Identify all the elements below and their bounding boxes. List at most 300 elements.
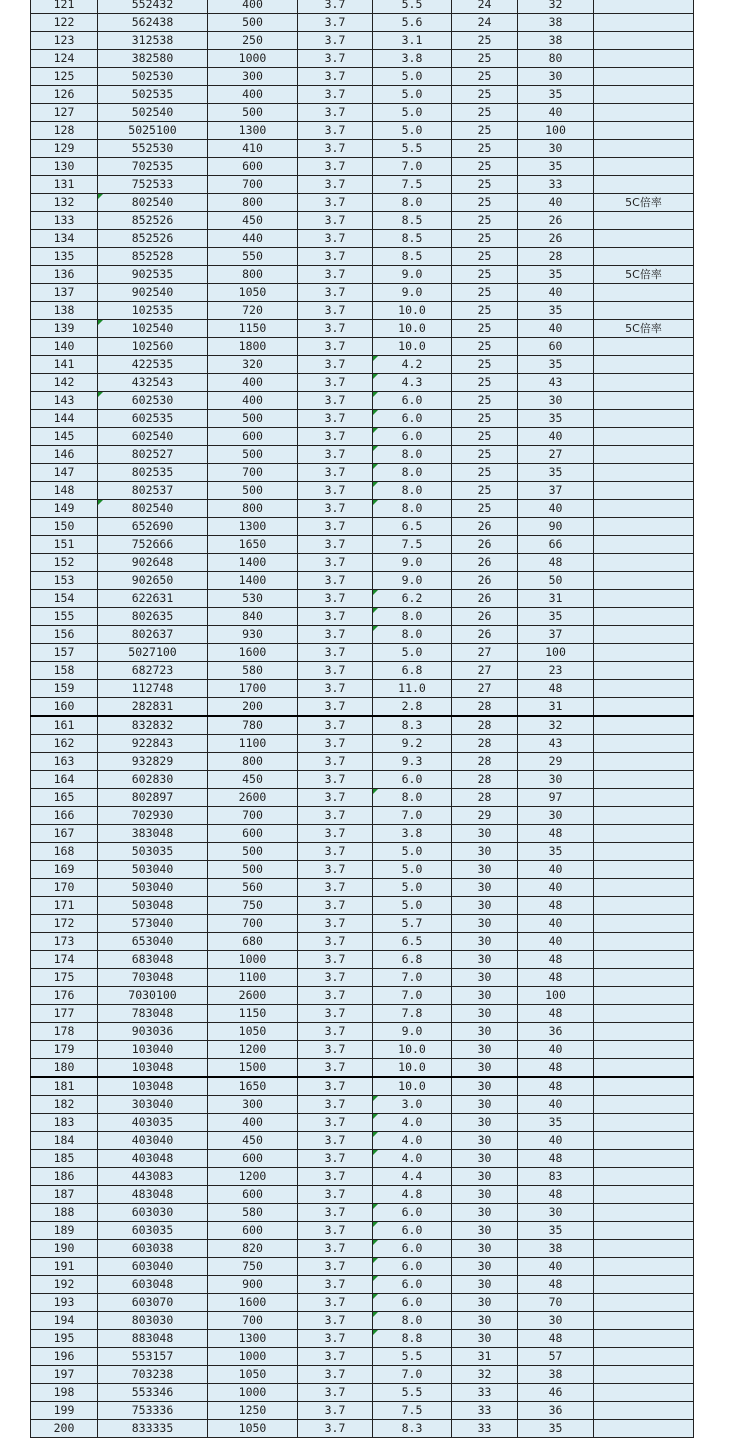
capacity-cell[interactable]: 720 xyxy=(208,302,298,320)
capacity-cell[interactable]: 550 xyxy=(208,248,298,266)
length-cell[interactable]: 66 xyxy=(518,536,594,554)
voltage-cell[interactable]: 3.7 xyxy=(298,933,373,951)
row-number[interactable]: 153 xyxy=(31,572,98,590)
thickness-cell[interactable]: 8.0 xyxy=(373,626,452,644)
row-number[interactable]: 144 xyxy=(31,410,98,428)
width-cell[interactable]: 25 xyxy=(452,104,518,122)
row-number[interactable]: 154 xyxy=(31,590,98,608)
note-cell[interactable] xyxy=(594,951,694,969)
thickness-cell[interactable]: 9.0 xyxy=(373,572,452,590)
length-cell[interactable]: 38 xyxy=(518,1366,594,1384)
note-cell[interactable] xyxy=(594,1005,694,1023)
capacity-cell[interactable]: 580 xyxy=(208,662,298,680)
voltage-cell[interactable]: 3.7 xyxy=(298,374,373,392)
capacity-cell[interactable]: 1500 xyxy=(208,1059,298,1078)
capacity-cell[interactable]: 2600 xyxy=(208,987,298,1005)
thickness-cell[interactable]: 4.4 xyxy=(373,1168,452,1186)
voltage-cell[interactable]: 3.7 xyxy=(298,1348,373,1366)
thickness-cell[interactable]: 7.5 xyxy=(373,536,452,554)
length-cell[interactable]: 35 xyxy=(518,410,594,428)
thickness-cell[interactable]: 6.0 xyxy=(373,410,452,428)
note-cell[interactable] xyxy=(594,1168,694,1186)
length-cell[interactable]: 48 xyxy=(518,1077,594,1096)
width-cell[interactable]: 25 xyxy=(452,302,518,320)
voltage-cell[interactable]: 3.7 xyxy=(298,608,373,626)
voltage-cell[interactable]: 3.7 xyxy=(298,266,373,284)
thickness-cell[interactable]: 3.8 xyxy=(373,825,452,843)
note-cell[interactable] xyxy=(594,1420,694,1438)
width-cell[interactable]: 30 xyxy=(452,1150,518,1168)
note-cell[interactable] xyxy=(594,825,694,843)
row-number[interactable]: 142 xyxy=(31,374,98,392)
note-cell[interactable] xyxy=(594,1186,694,1204)
note-cell[interactable]: 5C倍率 xyxy=(594,266,694,284)
thickness-cell[interactable]: 10.0 xyxy=(373,302,452,320)
note-cell[interactable] xyxy=(594,1132,694,1150)
thickness-cell[interactable]: 5.0 xyxy=(373,122,452,140)
model-cell[interactable]: 802540 xyxy=(98,194,208,212)
model-cell[interactable]: 553157 xyxy=(98,1348,208,1366)
voltage-cell[interactable]: 3.7 xyxy=(298,536,373,554)
note-cell[interactable] xyxy=(594,104,694,122)
note-cell[interactable]: 5C倍率 xyxy=(594,320,694,338)
thickness-cell[interactable]: 8.0 xyxy=(373,482,452,500)
note-cell[interactable] xyxy=(594,482,694,500)
row-number[interactable]: 173 xyxy=(31,933,98,951)
row-number[interactable]: 190 xyxy=(31,1240,98,1258)
length-cell[interactable]: 26 xyxy=(518,212,594,230)
voltage-cell[interactable]: 3.7 xyxy=(298,1294,373,1312)
width-cell[interactable]: 25 xyxy=(452,212,518,230)
note-cell[interactable] xyxy=(594,1096,694,1114)
row-number[interactable]: 198 xyxy=(31,1384,98,1402)
length-cell[interactable]: 29 xyxy=(518,753,594,771)
voltage-cell[interactable]: 3.7 xyxy=(298,969,373,987)
thickness-cell[interactable]: 11.0 xyxy=(373,680,452,698)
voltage-cell[interactable]: 3.7 xyxy=(298,86,373,104)
capacity-cell[interactable]: 750 xyxy=(208,897,298,915)
model-cell[interactable]: 7030100 xyxy=(98,987,208,1005)
length-cell[interactable]: 40 xyxy=(518,1096,594,1114)
model-cell[interactable]: 802535 xyxy=(98,464,208,482)
note-cell[interactable] xyxy=(594,446,694,464)
model-cell[interactable]: 602540 xyxy=(98,428,208,446)
thickness-cell[interactable]: 7.0 xyxy=(373,1366,452,1384)
note-cell[interactable] xyxy=(594,590,694,608)
thickness-cell[interactable]: 8.0 xyxy=(373,500,452,518)
row-number[interactable]: 146 xyxy=(31,446,98,464)
model-cell[interactable]: 573040 xyxy=(98,915,208,933)
model-cell[interactable]: 103040 xyxy=(98,1041,208,1059)
width-cell[interactable]: 26 xyxy=(452,554,518,572)
note-cell[interactable] xyxy=(594,536,694,554)
note-cell[interactable] xyxy=(594,626,694,644)
row-number[interactable]: 176 xyxy=(31,987,98,1005)
model-cell[interactable]: 422535 xyxy=(98,356,208,374)
length-cell[interactable]: 35 xyxy=(518,266,594,284)
row-number[interactable]: 195 xyxy=(31,1330,98,1348)
note-cell[interactable] xyxy=(594,807,694,825)
length-cell[interactable]: 100 xyxy=(518,122,594,140)
thickness-cell[interactable]: 9.0 xyxy=(373,284,452,302)
row-number[interactable]: 194 xyxy=(31,1312,98,1330)
note-cell[interactable] xyxy=(594,608,694,626)
capacity-cell[interactable]: 1000 xyxy=(208,951,298,969)
model-cell[interactable]: 703238 xyxy=(98,1366,208,1384)
capacity-cell[interactable]: 1650 xyxy=(208,536,298,554)
thickness-cell[interactable]: 7.0 xyxy=(373,969,452,987)
thickness-cell[interactable]: 8.0 xyxy=(373,1312,452,1330)
row-number[interactable]: 121 xyxy=(31,0,98,14)
capacity-cell[interactable]: 1150 xyxy=(208,1005,298,1023)
capacity-cell[interactable]: 800 xyxy=(208,194,298,212)
row-number[interactable]: 147 xyxy=(31,464,98,482)
row-number[interactable]: 159 xyxy=(31,680,98,698)
thickness-cell[interactable]: 9.0 xyxy=(373,1023,452,1041)
voltage-cell[interactable]: 3.7 xyxy=(298,1168,373,1186)
width-cell[interactable]: 30 xyxy=(452,1240,518,1258)
length-cell[interactable]: 40 xyxy=(518,1258,594,1276)
capacity-cell[interactable]: 400 xyxy=(208,1114,298,1132)
voltage-cell[interactable]: 3.7 xyxy=(298,735,373,753)
row-number[interactable]: 184 xyxy=(31,1132,98,1150)
model-cell[interactable]: 682723 xyxy=(98,662,208,680)
model-cell[interactable]: 503040 xyxy=(98,861,208,879)
row-number[interactable]: 181 xyxy=(31,1077,98,1096)
note-cell[interactable] xyxy=(594,68,694,86)
thickness-cell[interactable]: 5.0 xyxy=(373,104,452,122)
voltage-cell[interactable]: 3.7 xyxy=(298,248,373,266)
model-cell[interactable]: 603048 xyxy=(98,1276,208,1294)
note-cell[interactable] xyxy=(594,14,694,32)
length-cell[interactable]: 35 xyxy=(518,86,594,104)
capacity-cell[interactable]: 700 xyxy=(208,464,298,482)
row-number[interactable]: 186 xyxy=(31,1168,98,1186)
capacity-cell[interactable]: 1200 xyxy=(208,1041,298,1059)
width-cell[interactable]: 26 xyxy=(452,572,518,590)
voltage-cell[interactable]: 3.7 xyxy=(298,194,373,212)
thickness-cell[interactable]: 7.0 xyxy=(373,807,452,825)
voltage-cell[interactable]: 3.7 xyxy=(298,680,373,698)
width-cell[interactable]: 30 xyxy=(452,1294,518,1312)
length-cell[interactable]: 35 xyxy=(518,1222,594,1240)
row-number[interactable]: 156 xyxy=(31,626,98,644)
thickness-cell[interactable]: 6.0 xyxy=(373,1258,452,1276)
row-number[interactable]: 163 xyxy=(31,753,98,771)
model-cell[interactable]: 653040 xyxy=(98,933,208,951)
capacity-cell[interactable]: 700 xyxy=(208,915,298,933)
width-cell[interactable]: 33 xyxy=(452,1420,518,1438)
row-number[interactable]: 164 xyxy=(31,771,98,789)
capacity-cell[interactable]: 500 xyxy=(208,482,298,500)
width-cell[interactable]: 30 xyxy=(452,1330,518,1348)
row-number[interactable]: 200 xyxy=(31,1420,98,1438)
length-cell[interactable]: 40 xyxy=(518,861,594,879)
model-cell[interactable]: 832832 xyxy=(98,716,208,735)
thickness-cell[interactable]: 5.0 xyxy=(373,897,452,915)
length-cell[interactable]: 32 xyxy=(518,716,594,735)
row-number[interactable]: 145 xyxy=(31,428,98,446)
model-cell[interactable]: 102535 xyxy=(98,302,208,320)
length-cell[interactable]: 31 xyxy=(518,590,594,608)
note-cell[interactable] xyxy=(594,879,694,897)
model-cell[interactable]: 603030 xyxy=(98,1204,208,1222)
length-cell[interactable]: 80 xyxy=(518,50,594,68)
capacity-cell[interactable]: 320 xyxy=(208,356,298,374)
thickness-cell[interactable]: 8.0 xyxy=(373,789,452,807)
row-number[interactable]: 143 xyxy=(31,392,98,410)
capacity-cell[interactable]: 530 xyxy=(208,590,298,608)
model-cell[interactable]: 802527 xyxy=(98,446,208,464)
row-number[interactable]: 171 xyxy=(31,897,98,915)
capacity-cell[interactable]: 600 xyxy=(208,1150,298,1168)
capacity-cell[interactable]: 1000 xyxy=(208,50,298,68)
capacity-cell[interactable]: 450 xyxy=(208,771,298,789)
width-cell[interactable]: 30 xyxy=(452,1059,518,1078)
row-number[interactable]: 130 xyxy=(31,158,98,176)
row-number[interactable]: 166 xyxy=(31,807,98,825)
voltage-cell[interactable]: 3.7 xyxy=(298,392,373,410)
width-cell[interactable]: 25 xyxy=(452,392,518,410)
length-cell[interactable]: 38 xyxy=(518,1240,594,1258)
note-cell[interactable] xyxy=(594,933,694,951)
thickness-cell[interactable]: 4.3 xyxy=(373,374,452,392)
length-cell[interactable]: 48 xyxy=(518,1150,594,1168)
voltage-cell[interactable]: 3.7 xyxy=(298,356,373,374)
voltage-cell[interactable]: 3.7 xyxy=(298,662,373,680)
note-cell[interactable] xyxy=(594,644,694,662)
capacity-cell[interactable]: 1400 xyxy=(208,554,298,572)
voltage-cell[interactable]: 3.7 xyxy=(298,482,373,500)
capacity-cell[interactable]: 1050 xyxy=(208,284,298,302)
width-cell[interactable]: 30 xyxy=(452,843,518,861)
note-cell[interactable] xyxy=(594,1041,694,1059)
model-cell[interactable]: 503048 xyxy=(98,897,208,915)
width-cell[interactable]: 27 xyxy=(452,680,518,698)
note-cell[interactable] xyxy=(594,789,694,807)
length-cell[interactable]: 43 xyxy=(518,374,594,392)
note-cell[interactable] xyxy=(594,771,694,789)
width-cell[interactable]: 25 xyxy=(452,356,518,374)
model-cell[interactable]: 703048 xyxy=(98,969,208,987)
model-cell[interactable]: 103048 xyxy=(98,1077,208,1096)
voltage-cell[interactable]: 3.7 xyxy=(298,410,373,428)
length-cell[interactable]: 83 xyxy=(518,1168,594,1186)
capacity-cell[interactable]: 500 xyxy=(208,410,298,428)
note-cell[interactable] xyxy=(594,158,694,176)
row-number[interactable]: 124 xyxy=(31,50,98,68)
capacity-cell[interactable]: 700 xyxy=(208,807,298,825)
capacity-cell[interactable]: 1100 xyxy=(208,735,298,753)
voltage-cell[interactable]: 3.7 xyxy=(298,1077,373,1096)
note-cell[interactable] xyxy=(594,428,694,446)
voltage-cell[interactable]: 3.7 xyxy=(298,1312,373,1330)
capacity-cell[interactable]: 450 xyxy=(208,1132,298,1150)
capacity-cell[interactable]: 1150 xyxy=(208,320,298,338)
model-cell[interactable]: 683048 xyxy=(98,951,208,969)
width-cell[interactable]: 24 xyxy=(452,0,518,14)
model-cell[interactable]: 802637 xyxy=(98,626,208,644)
voltage-cell[interactable]: 3.7 xyxy=(298,1204,373,1222)
capacity-cell[interactable]: 500 xyxy=(208,861,298,879)
model-cell[interactable]: 752666 xyxy=(98,536,208,554)
length-cell[interactable]: 35 xyxy=(518,158,594,176)
row-number[interactable]: 128 xyxy=(31,122,98,140)
thickness-cell[interactable]: 6.0 xyxy=(373,1276,452,1294)
width-cell[interactable]: 30 xyxy=(452,1005,518,1023)
width-cell[interactable]: 27 xyxy=(452,644,518,662)
model-cell[interactable]: 303040 xyxy=(98,1096,208,1114)
model-cell[interactable]: 753336 xyxy=(98,1402,208,1420)
width-cell[interactable]: 33 xyxy=(452,1384,518,1402)
width-cell[interactable]: 25 xyxy=(452,410,518,428)
thickness-cell[interactable]: 8.3 xyxy=(373,716,452,735)
width-cell[interactable]: 25 xyxy=(452,230,518,248)
model-cell[interactable]: 502530 xyxy=(98,68,208,86)
row-number[interactable]: 187 xyxy=(31,1186,98,1204)
width-cell[interactable]: 28 xyxy=(452,753,518,771)
row-number[interactable]: 155 xyxy=(31,608,98,626)
thickness-cell[interactable]: 5.5 xyxy=(373,0,452,14)
row-number[interactable]: 178 xyxy=(31,1023,98,1041)
model-cell[interactable]: 603040 xyxy=(98,1258,208,1276)
model-cell[interactable]: 603035 xyxy=(98,1222,208,1240)
width-cell[interactable]: 30 xyxy=(452,1023,518,1041)
length-cell[interactable]: 35 xyxy=(518,1420,594,1438)
model-cell[interactable]: 852526 xyxy=(98,230,208,248)
thickness-cell[interactable]: 7.5 xyxy=(373,1402,452,1420)
thickness-cell[interactable]: 10.0 xyxy=(373,1041,452,1059)
model-cell[interactable]: 902540 xyxy=(98,284,208,302)
thickness-cell[interactable]: 6.0 xyxy=(373,1240,452,1258)
length-cell[interactable]: 30 xyxy=(518,140,594,158)
voltage-cell[interactable]: 3.7 xyxy=(298,1402,373,1420)
length-cell[interactable]: 40 xyxy=(518,1041,594,1059)
row-number[interactable]: 196 xyxy=(31,1348,98,1366)
width-cell[interactable]: 25 xyxy=(452,158,518,176)
length-cell[interactable]: 38 xyxy=(518,32,594,50)
thickness-cell[interactable]: 3.8 xyxy=(373,50,452,68)
length-cell[interactable]: 48 xyxy=(518,1186,594,1204)
model-cell[interactable]: 602530 xyxy=(98,392,208,410)
model-cell[interactable]: 432543 xyxy=(98,374,208,392)
model-cell[interactable]: 602535 xyxy=(98,410,208,428)
width-cell[interactable]: 33 xyxy=(452,1402,518,1420)
model-cell[interactable]: 502540 xyxy=(98,104,208,122)
capacity-cell[interactable]: 1200 xyxy=(208,1168,298,1186)
capacity-cell[interactable]: 700 xyxy=(208,1312,298,1330)
voltage-cell[interactable]: 3.7 xyxy=(298,1240,373,1258)
model-cell[interactable]: 802537 xyxy=(98,482,208,500)
voltage-cell[interactable]: 3.7 xyxy=(298,698,373,717)
thickness-cell[interactable]: 8.3 xyxy=(373,1420,452,1438)
model-cell[interactable]: 652690 xyxy=(98,518,208,536)
voltage-cell[interactable]: 3.7 xyxy=(298,771,373,789)
width-cell[interactable]: 30 xyxy=(452,1096,518,1114)
voltage-cell[interactable]: 3.7 xyxy=(298,1258,373,1276)
model-cell[interactable]: 903036 xyxy=(98,1023,208,1041)
length-cell[interactable]: 35 xyxy=(518,302,594,320)
thickness-cell[interactable]: 6.5 xyxy=(373,933,452,951)
model-cell[interactable]: 552432 xyxy=(98,0,208,14)
length-cell[interactable]: 30 xyxy=(518,771,594,789)
note-cell[interactable] xyxy=(594,969,694,987)
width-cell[interactable]: 30 xyxy=(452,969,518,987)
thickness-cell[interactable]: 5.7 xyxy=(373,915,452,933)
length-cell[interactable]: 30 xyxy=(518,1312,594,1330)
capacity-cell[interactable]: 930 xyxy=(208,626,298,644)
length-cell[interactable]: 90 xyxy=(518,518,594,536)
width-cell[interactable]: 30 xyxy=(452,897,518,915)
length-cell[interactable]: 32 xyxy=(518,0,594,14)
thickness-cell[interactable]: 2.8 xyxy=(373,698,452,717)
width-cell[interactable]: 25 xyxy=(452,86,518,104)
capacity-cell[interactable]: 500 xyxy=(208,446,298,464)
thickness-cell[interactable]: 5.0 xyxy=(373,879,452,897)
thickness-cell[interactable]: 6.2 xyxy=(373,590,452,608)
model-cell[interactable]: 902648 xyxy=(98,554,208,572)
capacity-cell[interactable]: 1050 xyxy=(208,1420,298,1438)
note-cell[interactable] xyxy=(594,915,694,933)
row-number[interactable]: 126 xyxy=(31,86,98,104)
thickness-cell[interactable]: 10.0 xyxy=(373,320,452,338)
thickness-cell[interactable]: 7.0 xyxy=(373,158,452,176)
row-number[interactable]: 170 xyxy=(31,879,98,897)
row-number[interactable]: 179 xyxy=(31,1041,98,1059)
thickness-cell[interactable]: 4.2 xyxy=(373,356,452,374)
length-cell[interactable]: 35 xyxy=(518,464,594,482)
width-cell[interactable]: 30 xyxy=(452,1312,518,1330)
model-cell[interactable]: 102560 xyxy=(98,338,208,356)
note-cell[interactable] xyxy=(594,1312,694,1330)
voltage-cell[interactable]: 3.7 xyxy=(298,284,373,302)
row-number[interactable]: 137 xyxy=(31,284,98,302)
thickness-cell[interactable]: 7.0 xyxy=(373,987,452,1005)
capacity-cell[interactable]: 900 xyxy=(208,1276,298,1294)
model-cell[interactable]: 503035 xyxy=(98,843,208,861)
row-number[interactable]: 162 xyxy=(31,735,98,753)
voltage-cell[interactable]: 3.7 xyxy=(298,897,373,915)
model-cell[interactable]: 783048 xyxy=(98,1005,208,1023)
width-cell[interactable]: 30 xyxy=(452,861,518,879)
capacity-cell[interactable]: 1800 xyxy=(208,338,298,356)
voltage-cell[interactable]: 3.7 xyxy=(298,554,373,572)
row-number[interactable]: 185 xyxy=(31,1150,98,1168)
voltage-cell[interactable]: 3.7 xyxy=(298,1384,373,1402)
capacity-cell[interactable]: 1300 xyxy=(208,518,298,536)
width-cell[interactable]: 25 xyxy=(452,500,518,518)
capacity-cell[interactable]: 580 xyxy=(208,1204,298,1222)
row-number[interactable]: 151 xyxy=(31,536,98,554)
note-cell[interactable] xyxy=(594,1294,694,1312)
row-number[interactable]: 134 xyxy=(31,230,98,248)
voltage-cell[interactable]: 3.7 xyxy=(298,951,373,969)
row-number[interactable]: 150 xyxy=(31,518,98,536)
length-cell[interactable]: 30 xyxy=(518,68,594,86)
model-cell[interactable]: 552530 xyxy=(98,140,208,158)
model-cell[interactable]: 112748 xyxy=(98,680,208,698)
model-cell[interactable]: 403035 xyxy=(98,1114,208,1132)
voltage-cell[interactable]: 3.7 xyxy=(298,1096,373,1114)
model-cell[interactable]: 902650 xyxy=(98,572,208,590)
capacity-cell[interactable]: 1700 xyxy=(208,680,298,698)
note-cell[interactable] xyxy=(594,1402,694,1420)
width-cell[interactable]: 25 xyxy=(452,284,518,302)
width-cell[interactable]: 25 xyxy=(452,140,518,158)
note-cell[interactable] xyxy=(594,140,694,158)
thickness-cell[interactable]: 7.5 xyxy=(373,176,452,194)
model-cell[interactable]: 802540 xyxy=(98,500,208,518)
